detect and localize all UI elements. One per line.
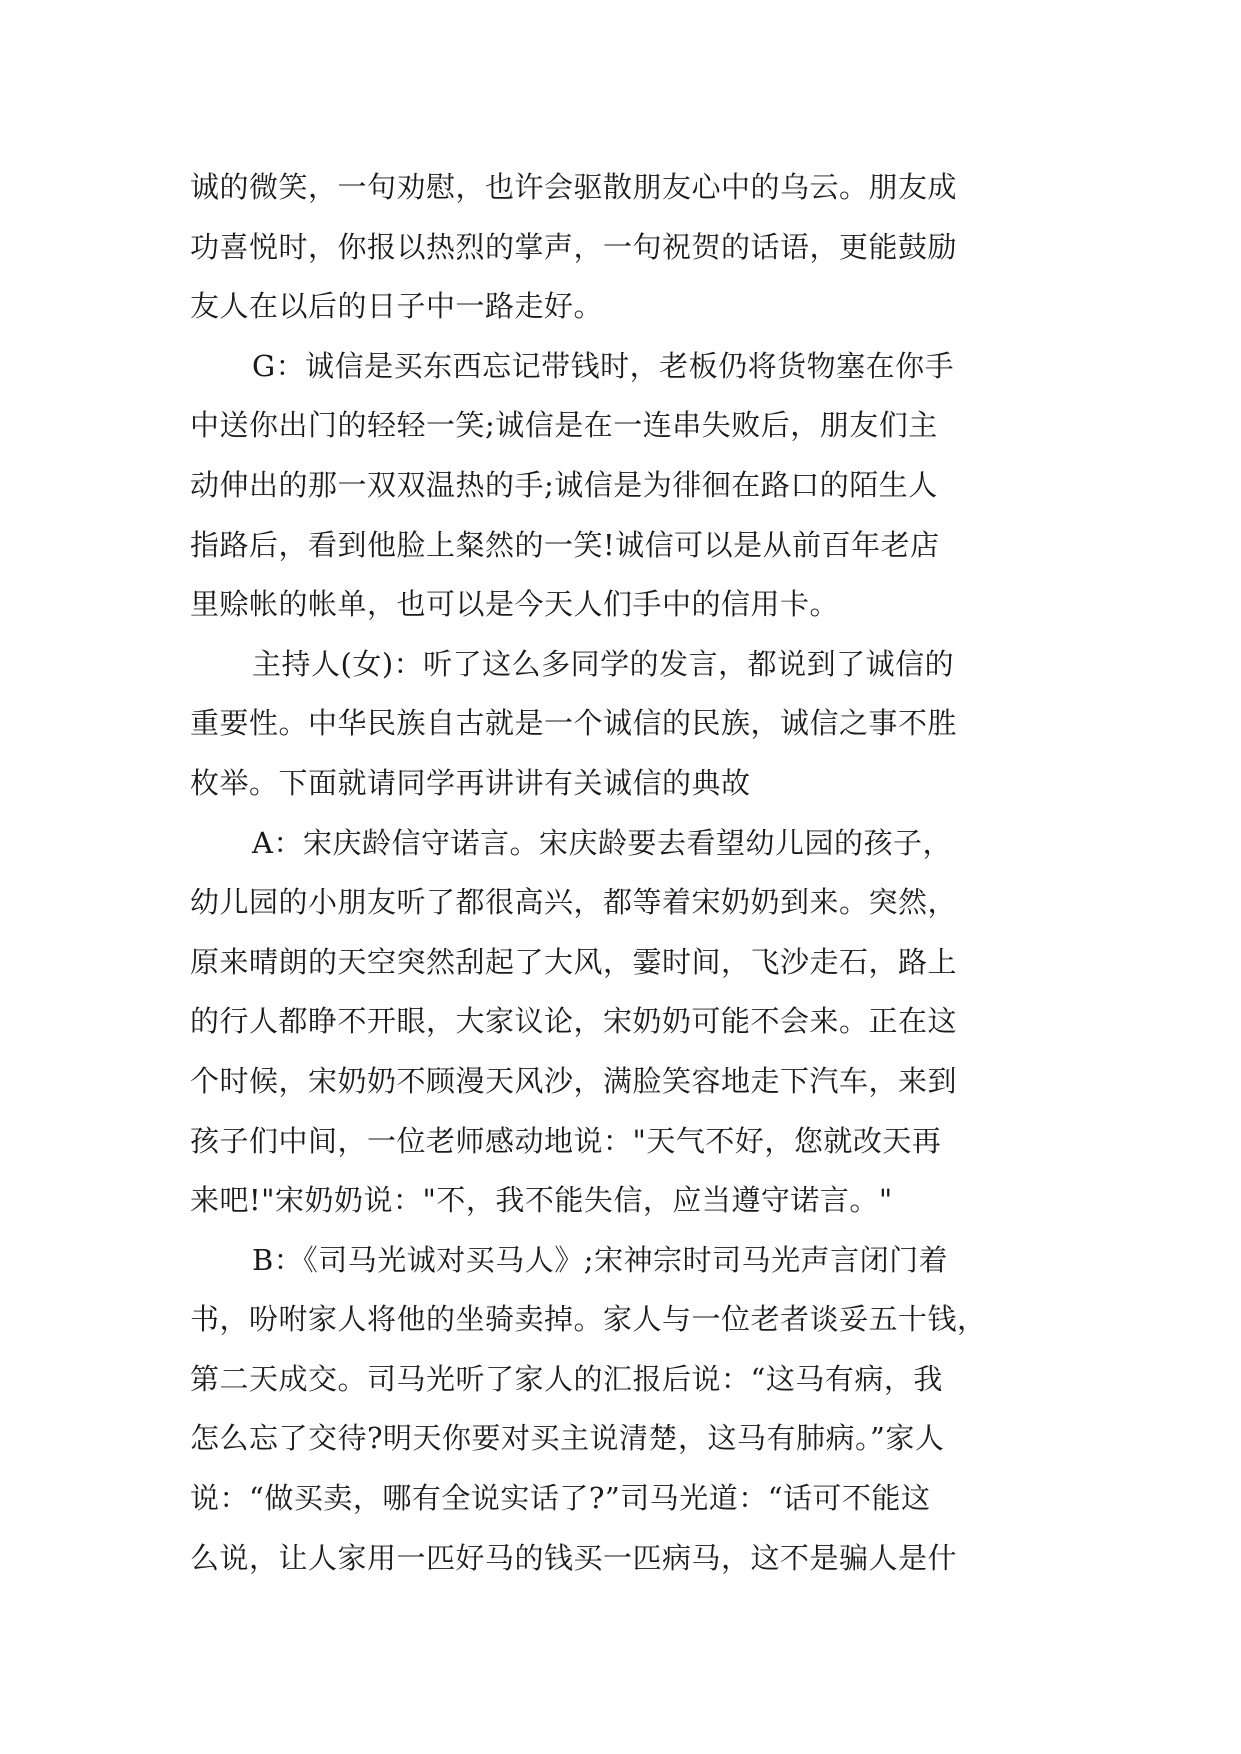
text-line: 来吧!"宋奶奶说："不，我不能失信，应当遵守诺言。" [190, 1183, 893, 1218]
text-line: 诚的微笑，一句劝慰，也许会驱散朋友心中的乌云。朋友成 [190, 170, 958, 204]
body-text [190, 158, 1070, 1588]
text-line: 么说，让人家用一匹好马的钱买一匹病马，这不是骗人是什 [190, 1540, 958, 1575]
text-line: 枚举。下面就请同学再讲讲有关诚信的典故 [190, 765, 751, 800]
text-line: 主持人(女)：听了这么多同学的发言，都说到了诚信的 [252, 646, 955, 681]
text-line: 幼儿园的小朋友听了都很高兴，都等着宋奶奶到来。突然， [190, 885, 958, 920]
text-line: 重要性。中华民族自古就是一个诚信的民族，诚信之事不胜 [190, 706, 958, 741]
text-line: 中送你出门的轻轻一笑;诚信是在一连串失败后，朋友们主 [190, 408, 938, 443]
text-line: A：宋庆龄信守诺言。宋庆龄要去看望幼儿园的孩子， [252, 825, 952, 860]
text-line: 功喜悦时，你报以热烈的掌声，一句祝贺的话语，更能鼓励 [190, 229, 958, 264]
text-line: 书，吩咐家人将他的坐骑卖掉。家人与一位老者谈妥五十钱， [190, 1302, 987, 1337]
text-line: 原来晴朗的天空突然刮起了大风，霎时间，飞沙走石，路上 [190, 944, 958, 979]
text-line: 说：“做买卖，哪有全说实话了?”司马光道：“话可不能这 [190, 1481, 931, 1516]
text-line: 动伸出的那一双双温热的手;诚信是为徘徊在路口的陌生人 [190, 467, 938, 502]
text-line: G：诚信是买东西忘记带钱时，老板仍将货物塞在你手 [252, 348, 955, 383]
text-line: 个时候，宋奶奶不顾漫天风沙，满脸笑容地走下汽车，来到 [190, 1063, 958, 1098]
text-line: 怎么忘了交待?明天你要对买主说清楚，这马有肺病。”家人 [190, 1421, 945, 1456]
text-line: 里赊帐的帐单，也可以是今天人们手中的信用卡。 [190, 587, 840, 622]
text-line: 指路后，看到他脸上粲然的一笑!诚信可以是从前百年老店 [190, 527, 940, 562]
text-line: 孩子们中间，一位老师感动地说："天气不好，您就改天再 [190, 1123, 942, 1158]
text-line: 的行人都睁不开眼，大家议论，宋奶奶可能不会来。正在这 [190, 1004, 958, 1039]
text-line: 第二天成交。司马光听了家人的汇报后说：“这马有病，我 [190, 1361, 943, 1396]
text-line: B：《司马光诚对买马人》;宋神宗时司马光声言闭门着 [252, 1242, 949, 1277]
text-line: 友人在以后的日子中一路走好。 [190, 289, 604, 324]
